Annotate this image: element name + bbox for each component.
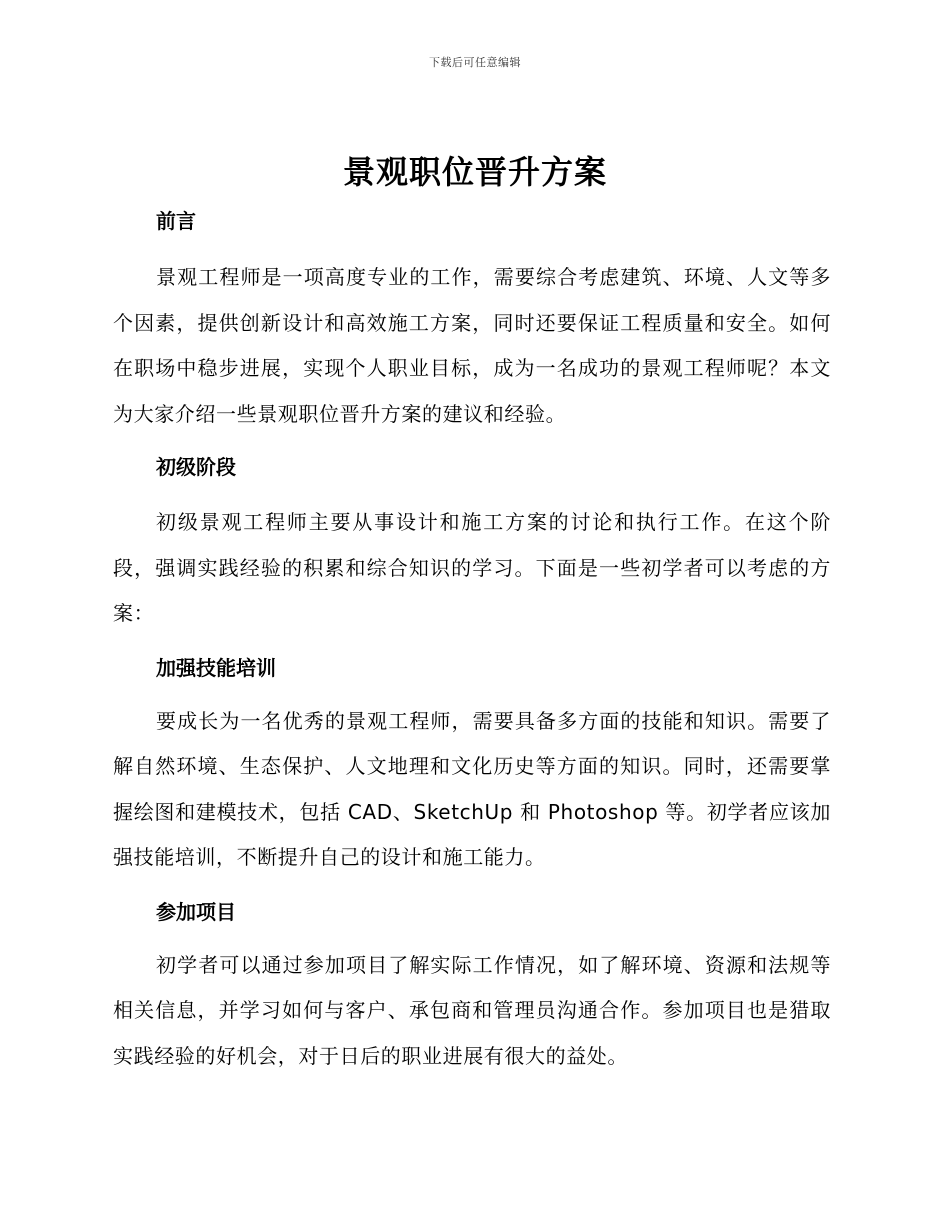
- page-header: 下载后可任意编辑: [429, 56, 521, 69]
- section-heading-skill-training: 加强技能培训: [156, 655, 276, 680]
- document-body: [113, 200, 831, 1079]
- document-title: 景观职位晋升方案: [342, 153, 607, 191]
- section-paragraph-join-projects: 初学者可以通过参加项目了解实际工作情况，如了解环境、资源和法规等相关信息，并学习如何与客户、承包商和管理员沟通合作。参加项目也是猎取实践经验的好机会，对于日后的职业进展有很大的益处。: [113, 952, 831, 1068]
- section-paragraph-skill-training: 要成长为一名优秀的景观工程师，需要具备多方面的技能和知识。需要了解自然环境、生态保护、人文地理和文化历史等方面的知识。同时，还需要掌握绘图和建模技术，包括 CAD、SketchUp 和 Photoshop 等。初学者应该加强技能培训，不断提升自己的设计和施工能力。: [113, 708, 831, 869]
- section-heading-join-projects: 参加项目: [156, 899, 236, 924]
- section-paragraph-preface: 景观工程师是一项高度专业的工作，需要综合考虑建筑、环境、人文等多个因素，提供创新设计和高效施工方案，同时还要保证工程质量和安全。如何在职场中稳步进展，实现个人职业目标，成为一名成功的景观工程师呢？本文为大家介绍一些景观职位晋升方案的建议和经验。: [113, 265, 831, 426]
- section-heading-preface: 前言: [156, 209, 196, 233]
- section-heading-junior-stage: 初级阶段: [156, 455, 236, 479]
- section-paragraph-junior-stage: 初级景观工程师主要从事设计和施工方案的讨论和执行工作。在这个阶段，强调实践经验的积累和综合知识的学习。下面是一些初学者可以考虑的方案：: [113, 510, 831, 625]
